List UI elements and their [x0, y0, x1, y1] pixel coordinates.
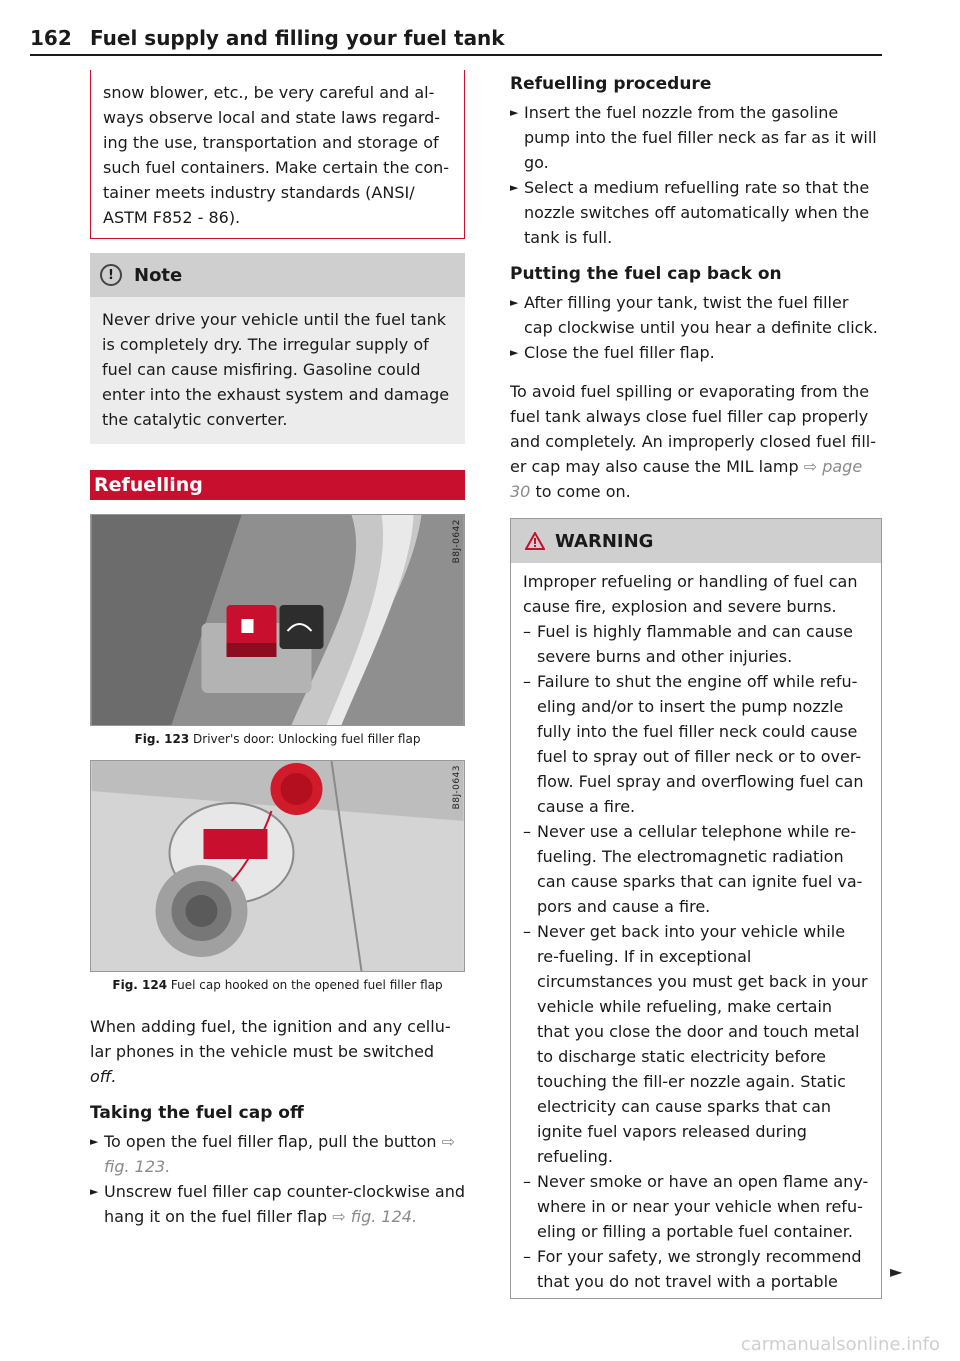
list-item: ► Close the fuel filler flap. [510, 340, 882, 365]
cap-back-on-heading: Putting the fuel cap back on [510, 264, 782, 284]
figure-123-code: B8J-0642 [452, 519, 462, 564]
cap-back-on-list [510, 290, 882, 365]
watermark: carmanualsonline.info [740, 1334, 940, 1355]
figure-124-text: Fuel cap hooked on the opened fuel filler flap [170, 978, 443, 992]
page-header [30, 24, 882, 56]
refuelling-section-bar: Refuelling [90, 470, 465, 500]
door-fuel-flap-illustration [91, 515, 464, 725]
list-item: ► After filling your tank, twist the fuel filler cap clockwise until you hear a definite click. [510, 290, 882, 340]
list-item: – Never use a cellular telephone while re-fueling. The electromagnetic radiation can cause sparks that can ignite fuel va-pors and cause a fire. [523, 819, 869, 919]
section-title: Fuel supply and filling your fuel tank [90, 26, 505, 50]
list-item: – Never get back into your vehicle while re-fueling. If in exceptional circumstances you must get back in your vehicle while refueling, make certain that you close the door and touch metal to discharge static electricity before touching the fill-er nozzle again. Static electricity can cause sparks that can ignite fuel vapors released during refueling. [523, 919, 869, 1169]
fuel-cap-illustration [91, 761, 464, 971]
page-reference-link[interactable]: ⇨ page 30 [510, 457, 863, 501]
continue-arrow-icon: ► [890, 1262, 903, 1281]
figure-123-image [90, 514, 465, 726]
note-text: Never drive your vehicle until the fuel tank is completely dry. The irregular supply of fuel can cause misfiring. Gasoline could enter into the exhaust system and damage the catalytic converter. [102, 310, 450, 429]
list-item: – For your safety, we strongly recommend that you do not travel with a portable [523, 1244, 869, 1294]
figure-reference-link[interactable]: ⇨ fig. 123. [104, 1132, 456, 1176]
taking-cap-off-list [90, 1129, 465, 1229]
procedure-list [510, 100, 882, 250]
list-item: ► Select a medium refuelling rate so that the nozzle switches off automatically when the tank is full. [510, 175, 882, 250]
taking-cap-off-heading: Taking the fuel cap off [90, 1103, 304, 1123]
note-header [90, 253, 465, 297]
note-box [90, 253, 465, 444]
warning-triangle-icon [525, 532, 545, 550]
refuel-intro-text [90, 1014, 465, 1089]
refuelling-procedure-heading: Refuelling procedure [510, 74, 712, 94]
list-item: ► Insert the fuel nozzle from the gasoline pump into the fuel filler neck as far as it will go. [510, 100, 882, 175]
warning-header [511, 519, 881, 563]
figure-124-code: B8J-0643 [452, 765, 462, 810]
page-number: 162 [30, 26, 72, 50]
figure-123-text: Driver's door: Unlocking fuel filler flap [193, 732, 421, 746]
list-item: ► Unscrew fuel filler cap counter-clockwise and hang it on the fuel filler flap ⇨ fig. 124. [90, 1179, 465, 1229]
figure-124-image [90, 760, 465, 972]
figure-124-label: Fig. 124 [112, 978, 168, 992]
list-item: ► To open the fuel filler flap, pull the button ⇨ fig. 123. [90, 1129, 465, 1179]
warning-box [510, 518, 882, 1299]
figure-124-caption [90, 978, 465, 992]
figure-123-label: Fig. 123 [134, 732, 190, 746]
avoid-spilling-paragraph: To avoid fuel spilling or evaporating from the fuel tank always close fuel filler cap properly and completely. An improperly closed fuel fill-er cap may also cause the MIL lamp ⇨ page 30 to come on. [510, 382, 877, 501]
figure-123-caption [90, 732, 465, 746]
warning-list [523, 619, 869, 1294]
refuel-intro-main: When adding fuel, the ignition and any cellu-lar phones in the vehicle must be switched [90, 1017, 451, 1061]
warning-title: WARNING [555, 530, 654, 552]
right-column [510, 70, 882, 1299]
warning-intro: Improper refueling or handling of fuel can cause fire, explosion and severe burns. [523, 572, 858, 616]
warning-continuation-box [90, 70, 465, 239]
warning-continuation-text: snow blower, etc., be very careful and al-ways observe local and state laws regard-ing the use, transportation and storage of such fuel containers. Make certain the con-tainer meets industry standards (ANSI/ ASTM F852 - 86). [103, 83, 450, 227]
list-item: – Fuel is highly flammable and can cause severe burns and other injuries. [523, 619, 869, 669]
left-column [90, 70, 465, 1229]
refuel-intro-emphasis: off. [90, 1067, 117, 1086]
list-item: – Failure to shut the engine off while refu-eling and/or to insert the pump nozzle fully into the fuel filler neck could cause fuel to spray out of filler neck or to over-flow. Fuel spray and overflowing fuel can cause a fire. [523, 669, 869, 819]
figure-reference-link[interactable]: ⇨ fig. 124. [332, 1207, 418, 1226]
note-icon: ! [100, 264, 122, 286]
list-item: – Never smoke or have an open flame any-where in or near your vehicle when refu-eling or filling a portable fuel container. [523, 1169, 869, 1244]
note-title: Note [134, 264, 183, 286]
